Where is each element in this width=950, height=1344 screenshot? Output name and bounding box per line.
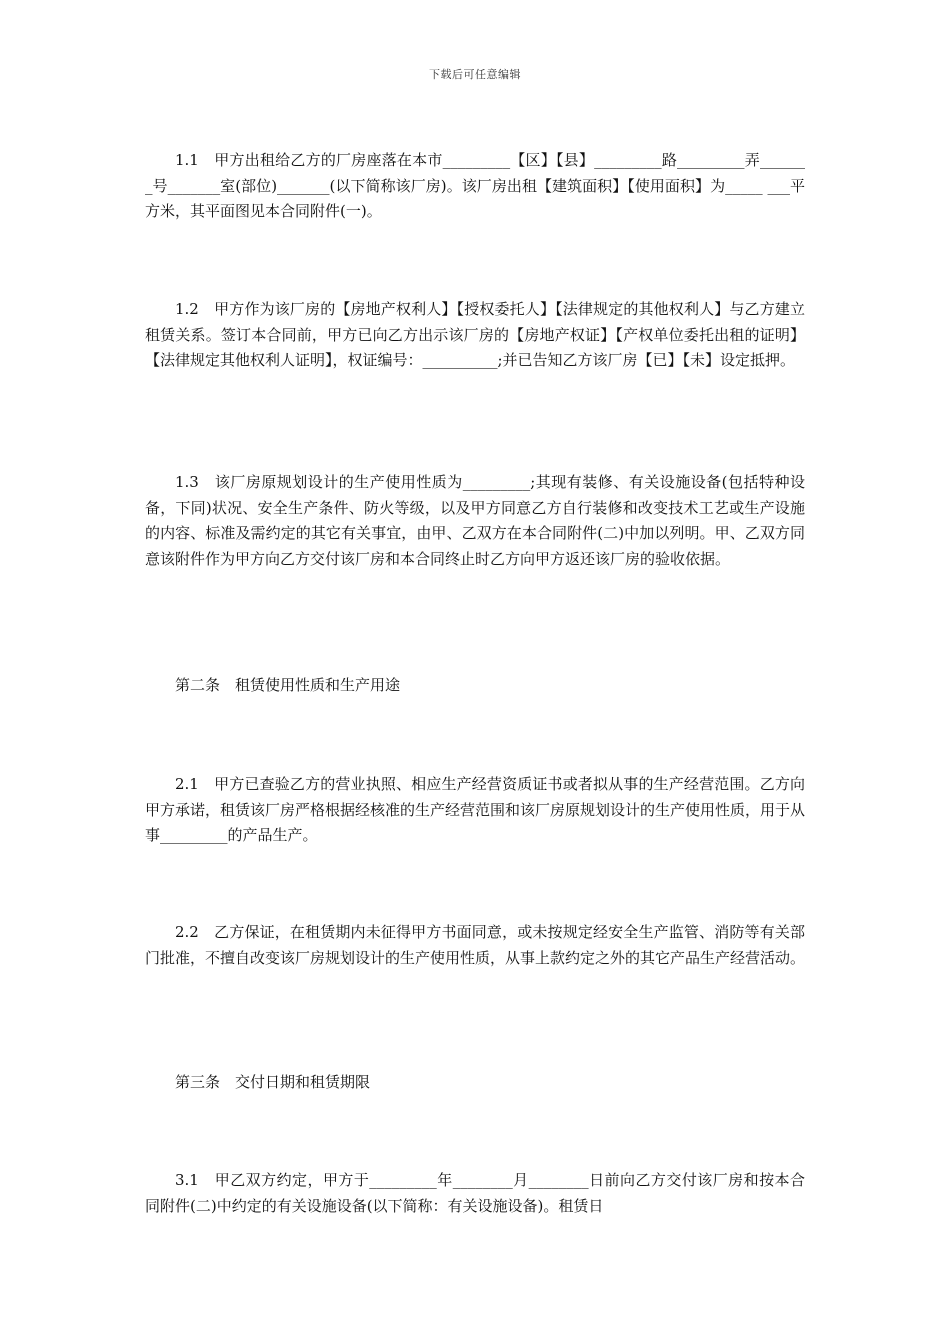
clause-2-1: 2.1 甲方已查验乙方的营业执照、相应生产经营资质证书或者拟从事的生产经营范围。乙方向甲方承诺，租赁该厂房严格根据经核准的生产经营范围和该厂房原规划设计的生产使用性质，用于从事_________的产品生产。 [145,775,806,844]
clause-1-1: 1.1 甲方出租给乙方的厂房座落在本市_________【区】【县】_________路_________弄_______号_______室(部位)_______(以下简称该厂房)。该厂房出租【建筑面积】【使用面积】为_____ ___平方米，其平面图见本合同附件(一)。 [145,151,805,220]
clause-1-2: 1.2 甲方作为该厂房的【房地产权利人】【授权委托人】【法律规定的其他权利人】与乙方建立租赁关系。签订本合同前，甲方已向乙方出示该厂房的【房地产权证】【产权单位委托出租的证明】【法律规定其他权利人证明】，权证编号：__________;并已告知乙方该厂房【已】【未】设定抵押。 [145,300,805,369]
clause-2-2: 2.2 乙方保证，在租赁期内未征得甲方书面同意，或未按规定经安全生产监管、消防等有关部门批准，不擅自改变该厂房规划设计的生产使用性质，从事上款约定之外的其它产品生产经营活动。 [145,923,806,967]
page-header-note: 下载后可任意编辑 [429,68,521,81]
clause-1-3: 1.3 该厂房原规划设计的生产使用性质为_________;其现有装修、有关设施设备(包括特种设备，下同)状况、安全生产条件、防火等级，以及甲方同意乙方自行装修和改变技术工艺或生产设施的内容、标准及需约定的其它有关事宜，由甲、乙双方在本合同附件(二)中加以列明。甲、乙双方同意该附件作为甲方向乙方交付该厂房和本合同终止时乙方向甲方返还该厂房的验收依据。 [145,473,805,568]
article-2-heading: 第二条 租赁使用性质和生产用途 [175,676,401,694]
article-3-heading: 第三条 交付日期和租赁期限 [175,1073,371,1091]
clause-3-1: 3.1 甲乙双方约定，甲方于_________年________月________日前向乙方交付该厂房和按本合同附件(二)中约定的有关设施设备(以下简称：有关设施设备)。租赁日 [145,1171,805,1215]
